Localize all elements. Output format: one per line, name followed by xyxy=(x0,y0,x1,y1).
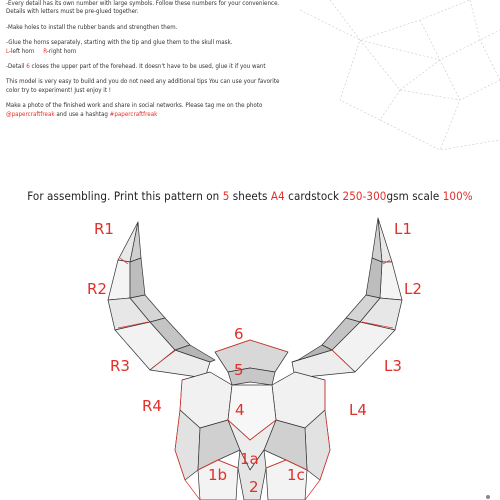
assembly-scale: 100% xyxy=(442,189,473,203)
label-L3: L3 xyxy=(384,357,402,375)
horn-right-text: -right horn xyxy=(46,47,77,55)
assembly-sheets: 5 xyxy=(222,189,230,203)
label-L1: L1 xyxy=(394,220,412,238)
label-4: 4 xyxy=(235,401,245,419)
instruction-line: -Make holes to install the rubber bands and strengthen them. xyxy=(6,23,178,31)
assembly-mid: sheets xyxy=(229,189,271,203)
assembly-gsm: 250-300 xyxy=(342,189,387,203)
hashtag: #papercraftfreak xyxy=(109,110,158,118)
line6-post: closes the upper part of the forehead. It doesn't have to be used, glue it if you want xyxy=(29,63,266,71)
label-6: 6 xyxy=(234,325,244,343)
label-L2: L2 xyxy=(404,280,422,298)
instruction-line: Details with letters must be pre-glued together. xyxy=(6,8,139,16)
label-R3: R3 xyxy=(110,357,130,375)
label-R2: R2 xyxy=(87,280,107,298)
tag-handle: @papercraftfreak xyxy=(6,110,55,118)
corner-dot xyxy=(486,495,490,499)
horn-right-letter: R xyxy=(43,47,47,55)
left-horn xyxy=(108,222,215,378)
instruction-line: -Every detail has its own number with large symbols. Follow these numbers for your convenience. xyxy=(6,0,280,7)
instruction-line: color try to experiment! Just enjoy it ! xyxy=(6,86,112,94)
label-1b: 1b xyxy=(208,466,228,484)
label-2: 2 xyxy=(249,478,259,496)
detail-number: 6 xyxy=(26,63,30,71)
right-horn xyxy=(292,218,402,378)
assembly-paper: A4 xyxy=(270,189,285,203)
wireframe-sketch xyxy=(300,0,500,150)
line6-pre: -Detail xyxy=(6,63,27,71)
assembly-post2: gsm scale xyxy=(386,189,443,203)
label-1c: 1c xyxy=(287,466,305,484)
instruction-line: Make a photo of the finished work and share in social networks. Please tag me on the photo xyxy=(6,102,263,110)
horn-left-letter: L xyxy=(6,47,9,55)
label-R1: R1 xyxy=(94,220,114,238)
assembly-pre: For assembling. Print this pattern on xyxy=(27,189,223,203)
instruction-line: -Glue the horns separately, starting with the tip and glue them to the skull mask. xyxy=(6,39,233,47)
label-L4: L4 xyxy=(349,401,367,419)
assembly-post1: cardstock xyxy=(284,189,343,203)
hashtag-pre: and use a hashtag xyxy=(54,110,110,118)
horn-left-text: -left horn xyxy=(9,47,35,55)
label-R4: R4 xyxy=(142,397,162,415)
instruction-line: This model is very easy to build and you do not need any additional tips You can use your favorite xyxy=(6,78,280,86)
label-1a: 1a xyxy=(240,450,259,468)
label-5: 5 xyxy=(234,361,244,379)
